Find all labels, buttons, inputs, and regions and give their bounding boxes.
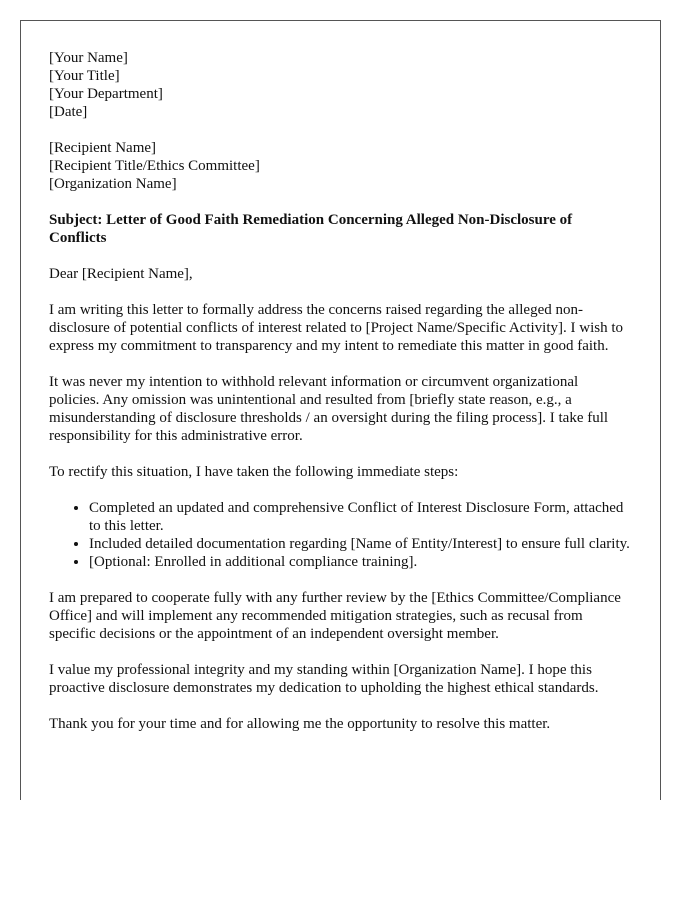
recipient-block [49, 139, 632, 193]
sender-title: [Your Title] [49, 68, 120, 84]
recipient-organization: [Organization Name] [49, 176, 177, 192]
sender-name: [Your Name] [49, 50, 128, 66]
letter-page [20, 20, 661, 800]
closing-paragraph-2: I value my professional integrity and my standing within [Organization Name]. I hope this proactive disclosure demonstrates my dedication to upholding the highest ethical standards. [49, 662, 599, 696]
letter-date: [Date] [49, 104, 88, 120]
recipient-name: [Recipient Name] [49, 140, 157, 156]
greeting: Dear [Recipient Name], [49, 266, 193, 282]
sender-block [49, 49, 632, 121]
list-item: • Completed an updated and comprehensive Conflict of Interest Disclosure Form, attached to this letter. [89, 499, 632, 535]
subject-line: Subject: Letter of Good Faith Remediation Concerning Alleged Non-Disclosure of Conflicts [49, 212, 573, 246]
body-paragraph-3: To rectify this situation, I have taken the following immediate steps: [49, 464, 459, 480]
body-paragraph-1: I am writing this letter to formally address the concerns raised regarding the alleged non-disclosure of potential conflicts of interest related to [Project Name/Specific Activity]. I wish to express my commitment to transparency and my intent to remediate this matter in good faith. [49, 302, 624, 354]
closing-paragraph-1: I am prepared to cooperate fully with any further review by the [Ethics Committee/Compliance Office] and will implement any recommended mitigation strategies, such as recusal from specific decisions or the appointment of an independent oversight member. [49, 590, 621, 642]
steps-list [49, 499, 632, 571]
sender-department: [Your Department] [49, 86, 163, 102]
list-item: • [Optional: Enrolled in additional compliance training]. [89, 553, 632, 571]
list-item: • Included detailed documentation regarding [Name of Entity/Interest] to ensure full clarity. [89, 535, 632, 553]
closing-paragraph-3: Thank you for your time and for allowing me the opportunity to resolve this matter. [49, 716, 551, 732]
recipient-title: [Recipient Title/Ethics Committee] [49, 158, 260, 174]
body-paragraph-2: It was never my intention to withhold relevant information or circumvent organizational policies. Any omission was unintentional and resulted from [briefly state reason, e.g., a misunderstanding of disclosure thresholds / an oversight during the filing process]. I take full responsibility for this administrative error. [49, 374, 609, 444]
